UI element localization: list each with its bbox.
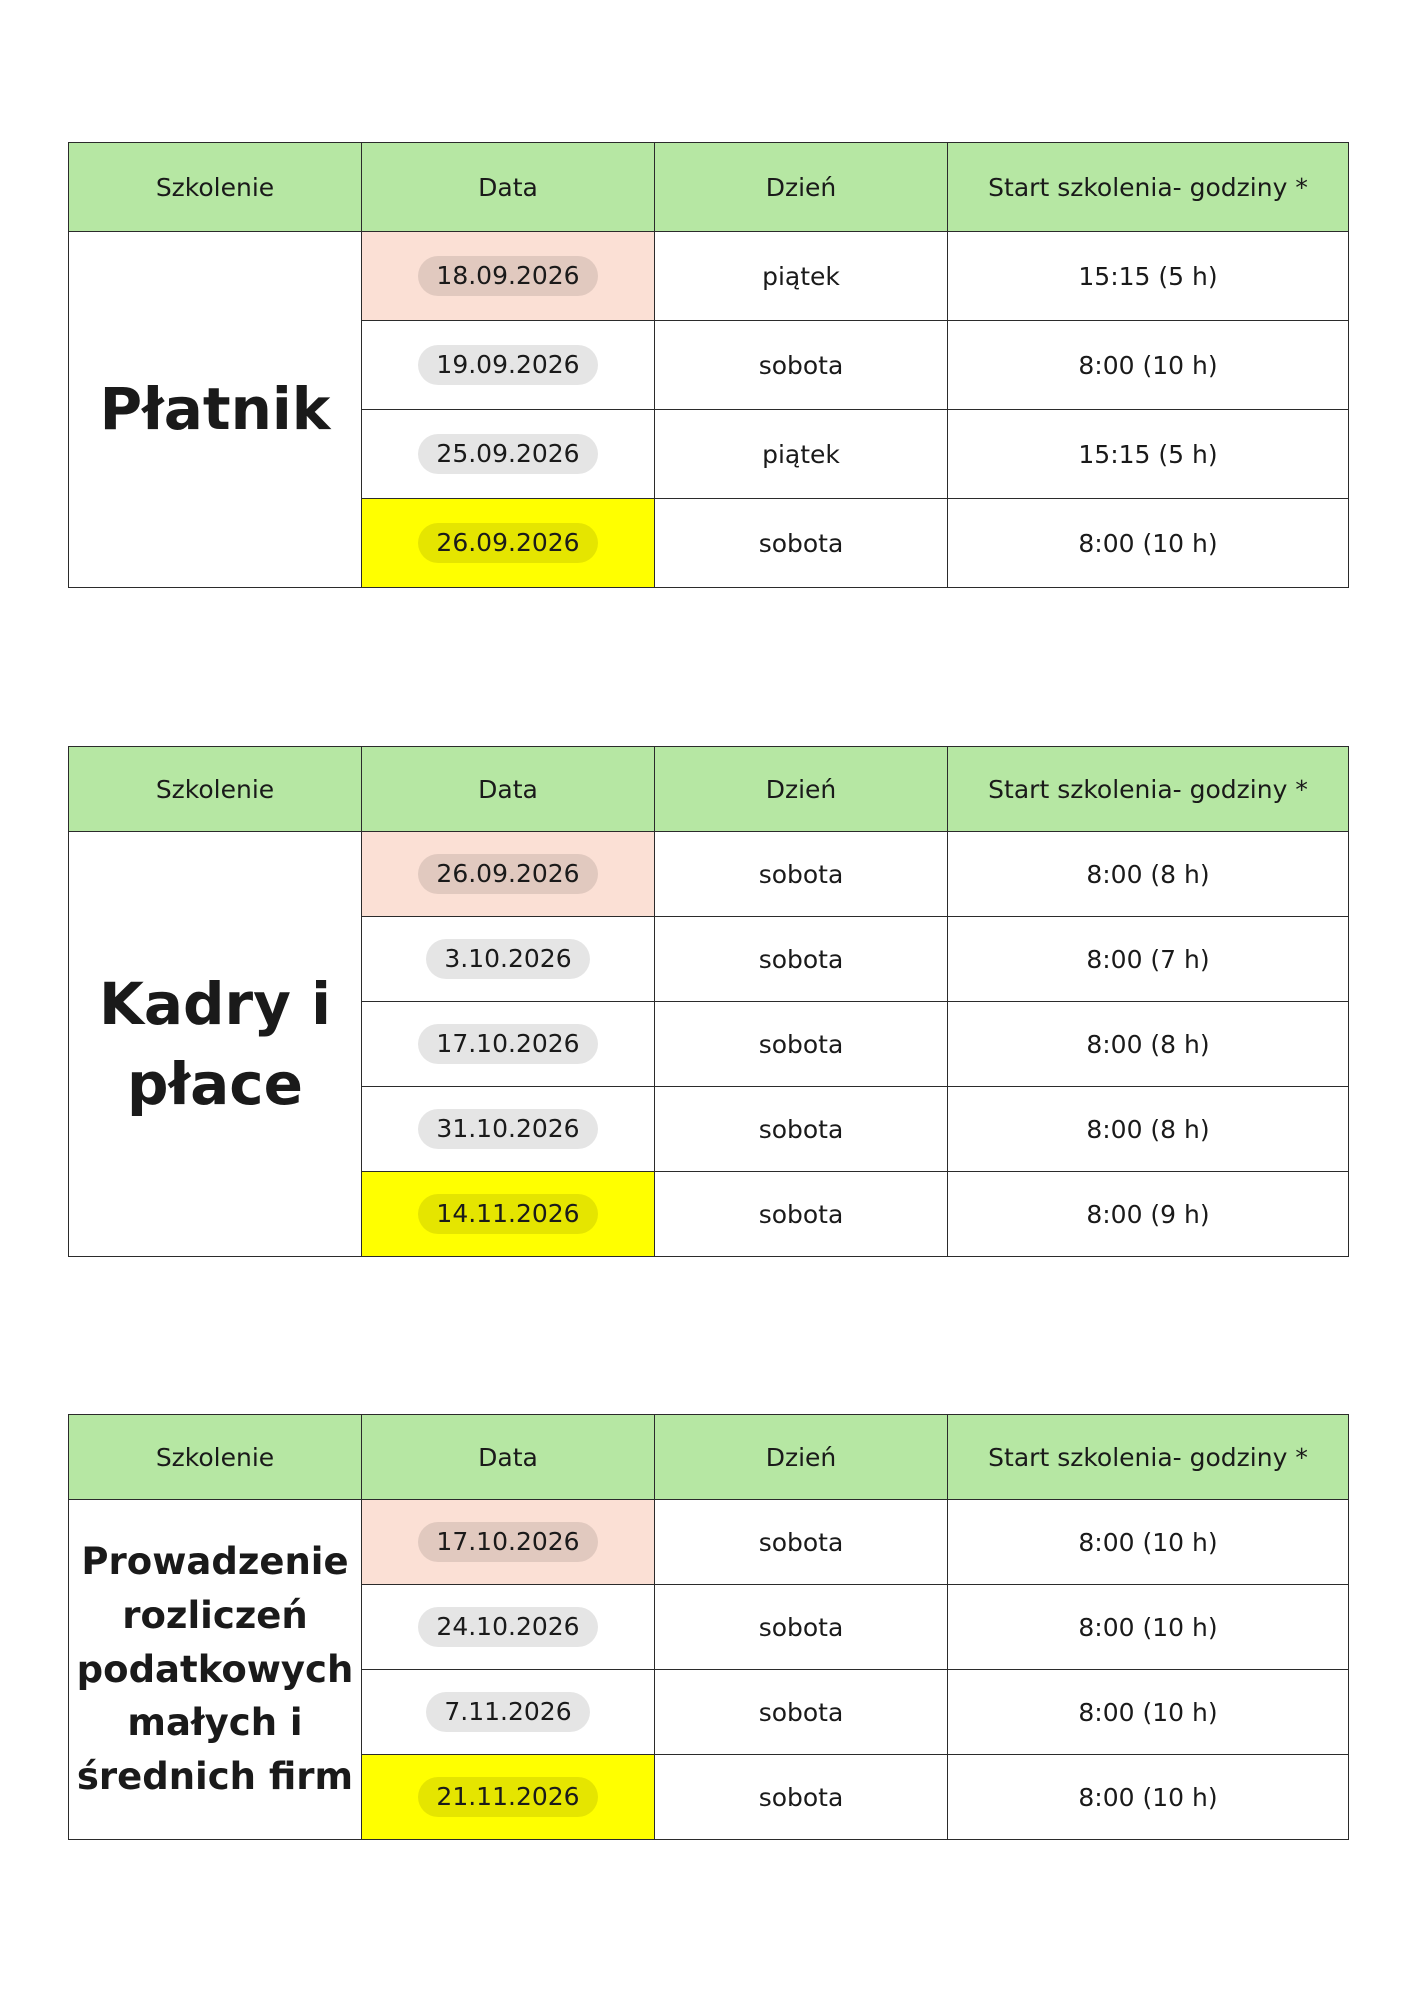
date-value: 17.10.2026 — [418, 1024, 597, 1064]
date-value: 7.11.2026 — [426, 1692, 589, 1732]
day-cell: sobota — [655, 832, 948, 917]
header-szkolenie: Szkolenie — [69, 143, 362, 232]
date-value: 18.09.2026 — [418, 256, 597, 296]
date-value: 26.09.2026 — [418, 854, 597, 894]
date-value: 25.09.2026 — [418, 434, 597, 474]
course-name: Płatnik — [69, 232, 362, 588]
day-cell: sobota — [655, 1755, 948, 1840]
start-cell: 8:00 (8 h) — [948, 1087, 1349, 1172]
course-name: Prowadzenie rozliczeń podatkowych małych i średnich firm — [69, 1500, 362, 1840]
date-cell — [362, 410, 655, 499]
start-cell: 8:00 (10 h) — [948, 1585, 1349, 1670]
day-cell: sobota — [655, 1172, 948, 1257]
start-cell: 8:00 (8 h) — [948, 832, 1349, 917]
date-cell — [362, 1585, 655, 1670]
date-cell — [362, 1670, 655, 1755]
date-value: 19.09.2026 — [418, 345, 597, 385]
schedule-table-platnik — [68, 142, 1349, 588]
table-header-row — [69, 747, 1349, 832]
date-cell — [362, 232, 655, 321]
day-cell: sobota — [655, 321, 948, 410]
day-cell: sobota — [655, 917, 948, 1002]
start-cell: 15:15 (5 h) — [948, 232, 1349, 321]
date-value: 17.10.2026 — [418, 1522, 597, 1562]
header-dzien: Dzień — [655, 747, 948, 832]
header-szkolenie: Szkolenie — [69, 747, 362, 832]
date-cell — [362, 1002, 655, 1087]
date-cell — [362, 321, 655, 410]
date-value: 21.11.2026 — [418, 1777, 597, 1817]
header-data: Data — [362, 143, 655, 232]
header-start: Start szkolenia- godziny * — [948, 143, 1349, 232]
table-row — [69, 1500, 1349, 1585]
header-dzien: Dzień — [655, 1415, 948, 1500]
table-row — [69, 832, 1349, 917]
header-start: Start szkolenia- godziny * — [948, 1415, 1349, 1500]
start-cell: 8:00 (9 h) — [948, 1172, 1349, 1257]
header-data: Data — [362, 747, 655, 832]
header-start: Start szkolenia- godziny * — [948, 747, 1349, 832]
date-value: 3.10.2026 — [426, 939, 589, 979]
start-cell: 8:00 (10 h) — [948, 1500, 1349, 1585]
start-cell: 8:00 (10 h) — [948, 1670, 1349, 1755]
day-cell: sobota — [655, 1087, 948, 1172]
header-data: Data — [362, 1415, 655, 1500]
date-value: 14.11.2026 — [418, 1194, 597, 1234]
day-cell: sobota — [655, 1670, 948, 1755]
date-cell — [362, 1500, 655, 1585]
start-cell: 15:15 (5 h) — [948, 410, 1349, 499]
schedule-table-kadry — [68, 746, 1349, 1257]
table-header-row — [69, 1415, 1349, 1500]
course-name: Kadry i płace — [69, 832, 362, 1257]
start-cell: 8:00 (10 h) — [948, 1755, 1349, 1840]
start-cell: 8:00 (10 h) — [948, 321, 1349, 410]
header-szkolenie: Szkolenie — [69, 1415, 362, 1500]
date-cell — [362, 499, 655, 588]
start-cell: 8:00 (7 h) — [948, 917, 1349, 1002]
date-value: 24.10.2026 — [418, 1607, 597, 1647]
start-cell: 8:00 (10 h) — [948, 499, 1349, 588]
table-row — [69, 232, 1349, 321]
schedule-table-rozliczenia — [68, 1414, 1349, 1840]
date-cell — [362, 917, 655, 1002]
date-value: 26.09.2026 — [418, 523, 597, 563]
day-cell: piątek — [655, 410, 948, 499]
start-cell: 8:00 (8 h) — [948, 1002, 1349, 1087]
date-cell — [362, 1755, 655, 1840]
table-header-row — [69, 143, 1349, 232]
date-cell — [362, 1172, 655, 1257]
date-cell — [362, 832, 655, 917]
day-cell: sobota — [655, 499, 948, 588]
date-value: 31.10.2026 — [418, 1109, 597, 1149]
day-cell: sobota — [655, 1002, 948, 1087]
day-cell: sobota — [655, 1500, 948, 1585]
day-cell: piątek — [655, 232, 948, 321]
day-cell: sobota — [655, 1585, 948, 1670]
header-dzien: Dzień — [655, 143, 948, 232]
date-cell — [362, 1087, 655, 1172]
